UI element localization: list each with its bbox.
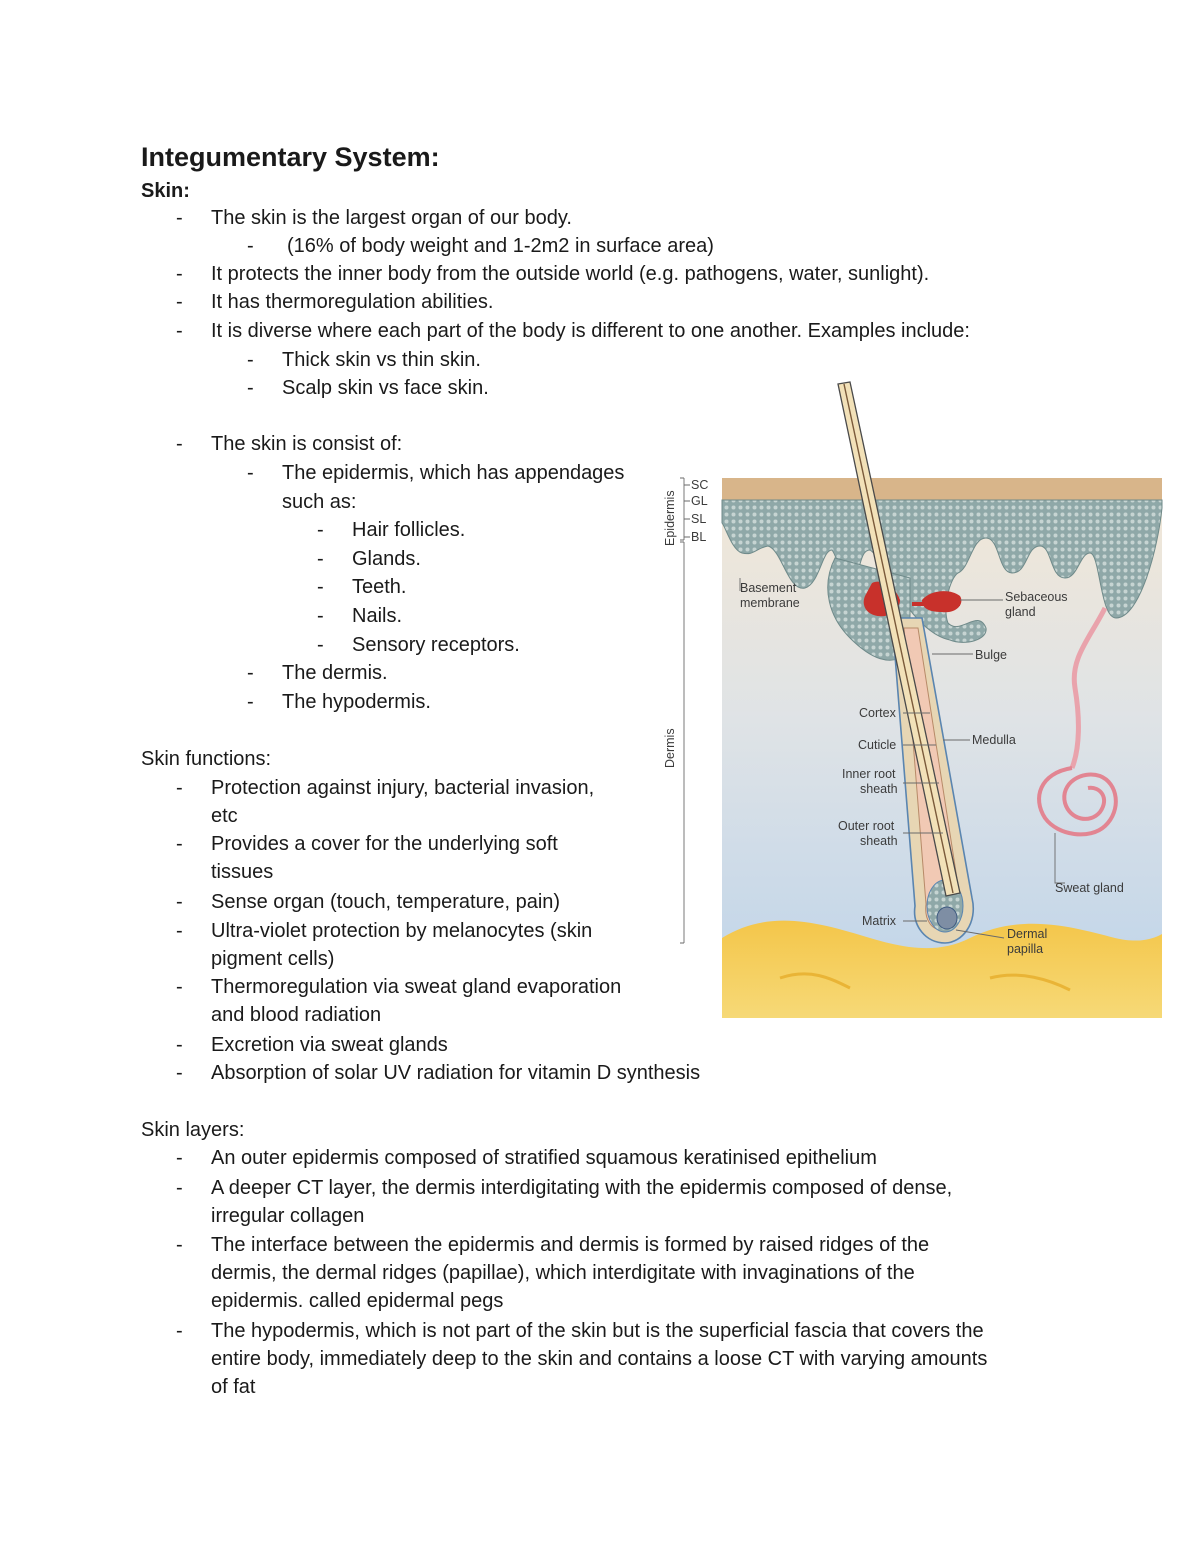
bullet-dash: - xyxy=(247,235,254,257)
page-title: Integumentary System: xyxy=(141,142,440,172)
list-item: Sensory receptors. xyxy=(352,634,520,656)
list-item: Excretion via sweat glands xyxy=(211,1034,448,1056)
list-item: Absorption of solar UV radiation for vitamin D synthesis xyxy=(211,1062,701,1084)
bullet-dash: - xyxy=(176,433,183,455)
sc-label: SC xyxy=(691,478,709,492)
list-item: The interface between the epidermis and dermis is formed by raised ridges of the xyxy=(211,1234,930,1256)
bullet-dash: - xyxy=(176,320,183,342)
list-item: Scalp skin vs face skin. xyxy=(282,377,489,399)
bullet-dash: - xyxy=(317,605,324,627)
bullet-dash: - xyxy=(176,1234,183,1256)
bullet-dash: - xyxy=(176,291,183,313)
basement-membrane-label-1: Basement xyxy=(740,581,797,595)
stratum-corneum xyxy=(722,478,1162,500)
list-item: It protects the inner body from the outside world (e.g. pathogens, water, sunlight). xyxy=(211,263,930,285)
bl-label: BL xyxy=(691,530,707,544)
dermal-papilla-label-1: Dermal xyxy=(1007,927,1048,941)
list-item-continuation: tissues xyxy=(211,861,274,883)
list-item-continuation: irregular collagen xyxy=(211,1205,365,1227)
list-item: Teeth. xyxy=(352,576,407,598)
bullet-dash: - xyxy=(176,1062,183,1084)
bullet-dash: - xyxy=(176,1147,183,1169)
sweat-gland-label: Sweat gland xyxy=(1055,881,1124,895)
list-item-continuation: and blood radiation xyxy=(211,1004,382,1026)
bullet-dash: - xyxy=(247,691,254,713)
bulge-label: Bulge xyxy=(975,648,1007,662)
list-item: Thermoregulation via sweat gland evaporation xyxy=(211,976,622,998)
bullet-dash: - xyxy=(176,920,183,942)
bullet-dash: - xyxy=(176,1177,183,1199)
bullet-dash: - xyxy=(317,576,324,598)
list-item: An outer epidermis composed of stratified squamous keratinised epithelium xyxy=(211,1147,877,1169)
list-item-continuation: such as: xyxy=(282,491,357,513)
gl-label: GL xyxy=(691,494,708,508)
bullet-dash: - xyxy=(176,976,183,998)
cuticle-label: Cuticle xyxy=(858,738,897,752)
list-item: It is diverse where each part of the body is different to one another. Examples include: xyxy=(211,320,970,342)
matrix-label: Matrix xyxy=(862,914,897,928)
list-item: It has thermoregulation abilities. xyxy=(211,291,494,313)
list-item: Nails. xyxy=(352,605,403,627)
bullet-dash: - xyxy=(317,519,324,541)
basement-membrane-label-2: membrane xyxy=(740,596,800,610)
bullet-dash: - xyxy=(317,634,324,656)
hair-follicle-figure xyxy=(660,378,1165,1023)
list-item: Ultra-violet protection by melanocytes (skin xyxy=(211,920,593,942)
list-item-continuation: entire body, immediately deep to the skin and contains a loose CT with varying amounts xyxy=(211,1348,988,1370)
bullet-dash: - xyxy=(176,263,183,285)
bullet-dash: - xyxy=(247,377,254,399)
bullet-dash: - xyxy=(317,548,324,570)
list-item-continuation: etc xyxy=(211,805,238,827)
list-item: Provides a cover for the underlying soft xyxy=(211,833,558,855)
outer-root-label-1: Outer root xyxy=(838,819,895,833)
sebaceous-label-1: Sebaceous xyxy=(1005,590,1068,604)
list-item-continuation: dermis, the dermal ridges (papillae), which interdigitate with invaginations of the xyxy=(211,1262,915,1284)
list-item: (16% of body weight and 1-2m2 in surface area) xyxy=(287,235,714,257)
list-item: The hypodermis, which is not part of the skin but is the superficial fascia that covers the xyxy=(211,1320,984,1342)
dermis-label: Dermis xyxy=(663,728,677,768)
list-item: Protection against injury, bacterial invasion, xyxy=(211,777,595,799)
bullet-dash: - xyxy=(176,891,183,913)
list-item: A deeper CT layer, the dermis interdigitating with the epidermis composed of dense, xyxy=(211,1177,953,1199)
list-item: The skin is consist of: xyxy=(211,433,403,455)
list-item-continuation: of fat xyxy=(211,1376,256,1398)
list-item: The hypodermis. xyxy=(282,691,431,713)
functions-heading: Skin functions: xyxy=(141,748,272,770)
list-item: The epidermis, which has appendages xyxy=(282,462,625,484)
outer-root-label-2: sheath xyxy=(860,834,898,848)
list-item-continuation: pigment cells) xyxy=(211,948,335,970)
bullet-dash: - xyxy=(176,777,183,799)
sebaceous-label-2: gland xyxy=(1005,605,1036,619)
cortex-label: Cortex xyxy=(859,706,896,720)
list-item: Glands. xyxy=(352,548,421,570)
dermal-papilla xyxy=(937,907,957,929)
layers-heading: Skin layers: xyxy=(141,1119,245,1141)
bullet-dash: - xyxy=(247,662,254,684)
inner-root-label-2: sheath xyxy=(860,782,898,796)
bullet-dash: - xyxy=(247,462,254,484)
list-item: Thick skin vs thin skin. xyxy=(282,349,481,371)
list-item: Sense organ (touch, temperature, pain) xyxy=(211,891,561,913)
list-item: The skin is the largest organ of our body. xyxy=(211,207,572,229)
bullet-dash: - xyxy=(176,1034,183,1056)
dermal-papilla-label-2: papilla xyxy=(1007,942,1044,956)
sl-label: SL xyxy=(691,512,707,526)
list-item-continuation: epidermis. called epidermal pegs xyxy=(211,1290,504,1312)
skin-heading: Skin: xyxy=(141,180,190,202)
bullet-dash: - xyxy=(176,833,183,855)
epidermis-label: Epidermis xyxy=(663,490,677,546)
inner-root-label-1: Inner root xyxy=(842,767,896,781)
bullet-dash: - xyxy=(247,349,254,371)
list-item: The dermis. xyxy=(282,662,388,684)
list-item: Hair follicles. xyxy=(352,519,466,541)
medulla-label: Medulla xyxy=(972,733,1016,747)
bullet-dash: - xyxy=(176,1320,183,1342)
bullet-dash: - xyxy=(176,207,183,229)
